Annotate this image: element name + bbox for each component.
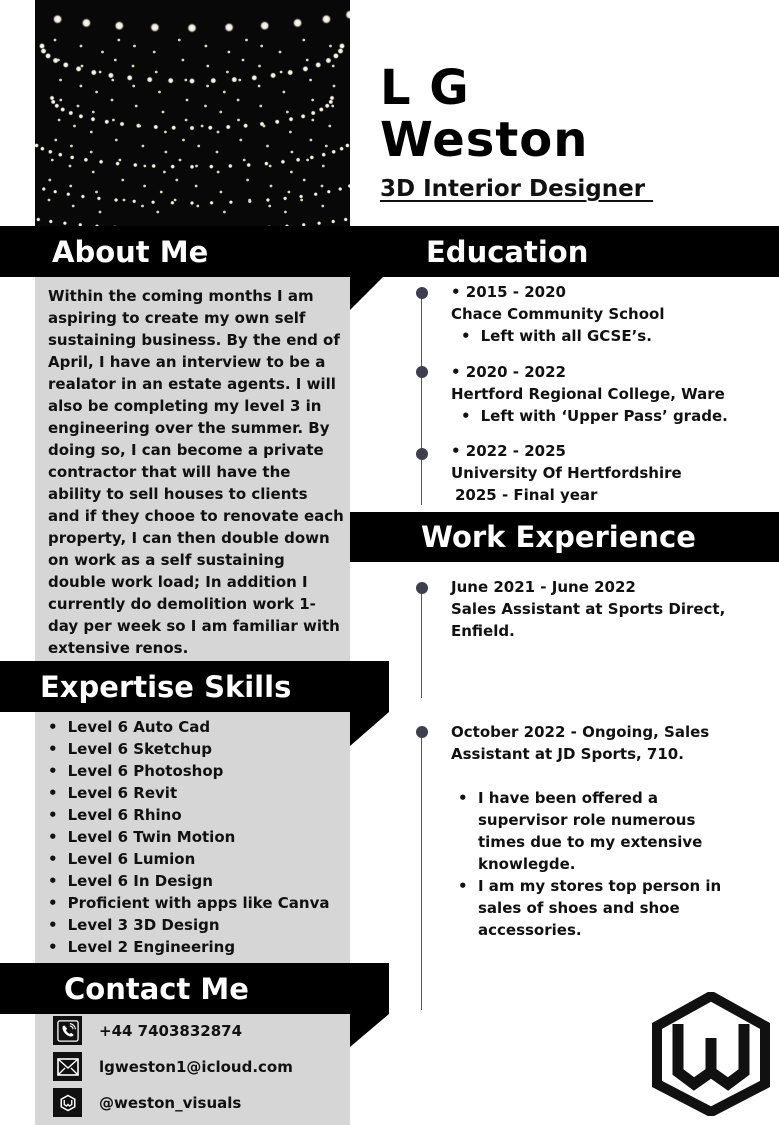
light-strand-dot [286, 111, 289, 114]
light-bulb-dot [331, 149, 336, 154]
light-strand-dot [132, 85, 135, 88]
light-strand-dot [321, 205, 324, 208]
timeline-dot [416, 582, 428, 594]
light-strand-dot [185, 119, 188, 122]
light-strand-dot [288, 191, 291, 194]
light-bulb-dot [319, 107, 324, 112]
light-bulb-dot [147, 76, 153, 82]
light-bulb-dot [70, 155, 75, 160]
light-strand-dot [195, 165, 198, 168]
light-strand-dot [269, 165, 272, 168]
light-strand-dot [206, 85, 209, 88]
light-bulb-dot [339, 146, 344, 151]
light-strand-dot [179, 159, 182, 162]
light-strand-dot [101, 51, 104, 54]
light-bulb-dot [283, 196, 287, 200]
light-strand-dot [95, 91, 98, 94]
light-bulb-dot [209, 201, 213, 205]
about-text: Within the coming months I am aspiring to create my own self sustaining business. By the end of April, I have an interview to be a realator in an estate agents. I will also be completing my level 3 in engineering over the summer. By doing so, I can become a private contractor that will have the ability to sell houses to clients and if they chooe to renovate each property, I can then double down on work as a self sustaining double work load; In addition I currently do demolition work 1-day per week so I am familiar with extensive renos. [48, 287, 344, 657]
light-strand-dot [196, 205, 199, 208]
light-strand-dot [162, 111, 165, 114]
light-bulb-dot [68, 110, 73, 115]
light-strand-dot [201, 125, 204, 128]
light-strand-dot [182, 59, 185, 62]
light-strand-dot [321, 185, 324, 188]
contact-heading: Contact Me [64, 971, 249, 1006]
light-strand-dot [332, 65, 335, 68]
education-note: • Left with ‘Upper Pass’ grade. [451, 405, 728, 427]
light-strand-dot [133, 45, 136, 48]
education-years: • 2020 - 2022 [451, 363, 566, 381]
light-strand-dot [243, 159, 246, 162]
light-strand-dot [73, 125, 76, 128]
light-bulb-dot [287, 69, 293, 75]
work-heading-bar [350, 512, 779, 562]
light-bulb-dot [40, 146, 45, 151]
light-bulb-dot [36, 217, 40, 221]
skill-item: • Level 3 3D Design [48, 914, 329, 936]
light-strand-dot [329, 45, 332, 48]
light-strand-dot [238, 79, 241, 82]
light-strand-dot [270, 185, 273, 188]
skill-item: • Level 6 Twin Motion [48, 826, 329, 848]
light-strand-dot [143, 185, 146, 188]
light-bulb-dot [39, 43, 45, 49]
light-strand-dot [306, 59, 309, 62]
light-strand-dot [259, 105, 262, 108]
timeline-dot [416, 287, 428, 299]
light-strand-dot [246, 179, 249, 182]
light-strand-dot [174, 199, 177, 202]
light-strand-dot [163, 171, 166, 174]
education-school: Hertford Regional College, Ware [451, 385, 725, 403]
light-strand-dot [165, 151, 168, 154]
work-timeline [421, 588, 422, 698]
light-strand-dot [220, 191, 223, 194]
light-bulb-dot [45, 53, 51, 59]
light-strand-dot [195, 185, 198, 188]
name-line1: L G [380, 60, 470, 116]
light-bulb-dot [314, 192, 318, 196]
about-heading: About Me [52, 234, 209, 269]
contact-email[interactable]: lgweston1@icloud.com [99, 1057, 293, 1076]
light-strand-dot [333, 85, 336, 88]
skills-list [48, 716, 329, 958]
brand-logo-icon [53, 1088, 82, 1117]
light-strand-dot [280, 71, 283, 74]
light-bulb-dot [224, 22, 234, 32]
light-strand-dot [121, 179, 124, 182]
light-bulb-dot [153, 124, 158, 129]
light-bulb-dot [84, 157, 89, 162]
light-strand-dot [239, 139, 242, 142]
light-strand-dot [310, 139, 313, 142]
light-strand-dot [158, 91, 161, 94]
light-strand-dot [242, 59, 245, 62]
light-strand-dot [160, 191, 163, 194]
education-entry [451, 361, 728, 427]
light-bulb-dot [344, 217, 348, 221]
phone-icon [53, 1016, 82, 1045]
bar-fold-triangle [350, 277, 383, 310]
light-strand-dot [279, 51, 282, 54]
light-strand-dot [237, 99, 240, 102]
bar-fold-triangle [350, 712, 389, 746]
light-strand-dot [80, 85, 83, 88]
light-bulb-dot [127, 75, 133, 81]
work-dates: June 2021 - June 2022 [451, 578, 636, 596]
light-bulb-dot [78, 114, 83, 119]
skill-item: • Level 6 Sketchup [48, 738, 329, 760]
light-bulb-dot [328, 99, 333, 104]
light-strand-dot [156, 211, 159, 214]
education-entry [451, 281, 664, 347]
light-bulb-dot [189, 78, 195, 84]
light-strand-dot [204, 105, 207, 108]
light-strand-dot [175, 179, 178, 182]
light-strand-dot [290, 171, 293, 174]
light-bulb-dot [208, 125, 213, 130]
work-role: Assistant at JD Sports, 710. [451, 745, 684, 763]
light-bulb-dot [190, 164, 195, 169]
light-bulb-dot [266, 198, 270, 202]
light-strand-dot [219, 111, 222, 114]
light-bulb-dot [187, 23, 197, 33]
education-timeline [421, 293, 422, 505]
skill-item: • Level 6 Lumion [48, 848, 329, 870]
light-strand-dot [141, 205, 144, 208]
light-bulb-dot [299, 194, 303, 198]
light-strand-dot [59, 99, 62, 102]
light-bulb-dot [315, 62, 321, 68]
light-strand-dot [164, 131, 167, 134]
light-strand-dot [123, 199, 126, 202]
light-bulb-dot [337, 48, 343, 54]
light-bulb-dot [264, 161, 269, 166]
contact-phone-row[interactable] [53, 1016, 242, 1045]
light-strand-dot [72, 205, 75, 208]
light-strand-dot [142, 145, 145, 148]
work-achievements [458, 787, 728, 941]
light-strand-dot [186, 99, 189, 102]
light-strand-dot [115, 139, 118, 142]
profile-photo [35, 0, 350, 228]
light-bulb-dot [317, 221, 321, 225]
light-bulb-dot [189, 125, 194, 130]
light-strand-dot [184, 79, 187, 82]
light-strand-dot [228, 51, 231, 54]
contact-social[interactable]: @weston_visuals [99, 1093, 242, 1112]
education-school: University Of Hertfordshire [451, 464, 682, 482]
chandelier-lights-image [35, 0, 350, 228]
light-strand-dot [331, 105, 334, 108]
skill-item: • Level 6 Rhino [48, 804, 329, 826]
light-strand-dot [182, 139, 185, 142]
light-bulb-dot [114, 198, 118, 202]
light-strand-dot [132, 65, 135, 68]
light-bulb-dot [119, 121, 124, 126]
light-bulb-dot [54, 103, 59, 108]
light-strand-dot [311, 119, 314, 122]
light-bulb-dot [270, 72, 276, 78]
contact-email-row[interactable] [53, 1052, 293, 1081]
light-bulb-dot [226, 124, 231, 129]
light-bulb-dot [190, 201, 194, 205]
work-location: Enfield. [451, 622, 515, 640]
skill-item: • Level 2 Engineering [48, 936, 329, 958]
light-strand-dot [95, 191, 98, 194]
light-strand-dot [143, 165, 146, 168]
light-bulb-dot [296, 157, 301, 162]
light-bulb-dot [151, 200, 155, 204]
light-strand-dot [99, 71, 102, 74]
light-bulb-dot [81, 194, 85, 198]
bar-fold-triangle [350, 1014, 389, 1047]
light-strand-dot [178, 39, 181, 42]
timeline-dot [416, 726, 428, 738]
light-strand-dot [117, 39, 120, 42]
light-strand-dot [48, 199, 51, 202]
skills-heading-bar [0, 661, 389, 712]
light-strand-dot [70, 145, 73, 148]
light-bulb-dot [104, 119, 109, 124]
light-bulb-dot [114, 21, 124, 31]
light-bulb-dot [49, 219, 53, 223]
light-bulb-dot [231, 76, 237, 82]
light-bulb-dot [311, 110, 316, 115]
light-strand-dot [114, 59, 117, 62]
work-entry [451, 721, 709, 765]
light-strand-dot [289, 131, 292, 134]
light-strand-dot [311, 99, 314, 102]
light-strand-dot [300, 199, 303, 202]
light-strand-dot [216, 151, 219, 154]
light-strand-dot [90, 131, 93, 134]
light-strand-dot [325, 145, 328, 148]
light-strand-dot [237, 119, 240, 122]
light-strand-dot [226, 71, 229, 74]
light-bulb-dot [48, 149, 53, 154]
light-strand-dot [284, 211, 287, 214]
light-strand-dot [59, 79, 62, 82]
light-bulb-dot [168, 77, 174, 83]
light-bulb-dot [210, 77, 216, 83]
skill-item: • Level 6 Photoshop [48, 760, 329, 782]
light-bulb-dot [325, 57, 331, 63]
light-strand-dot [153, 51, 156, 54]
light-strand-dot [197, 145, 200, 148]
light-bulb-dot [53, 190, 57, 194]
light-strand-dot [138, 125, 141, 128]
light-strand-dot [155, 71, 158, 74]
envelope-icon [53, 1052, 82, 1081]
light-strand-dot [77, 105, 80, 108]
education-heading: Education [426, 234, 589, 269]
work-timeline [421, 732, 422, 1010]
light-bulb-dot [251, 75, 257, 81]
light-strand-dot [111, 99, 114, 102]
light-strand-dot [51, 159, 54, 162]
timeline-dot [416, 366, 428, 378]
light-strand-dot [92, 171, 95, 174]
light-strand-dot [291, 151, 294, 154]
light-bulb-dot [91, 69, 97, 75]
light-bulb-dot [301, 114, 306, 119]
light-bulb-dot [133, 163, 138, 168]
light-strand-dot [111, 79, 114, 82]
light-strand-dot [69, 185, 72, 188]
light-strand-dot [80, 45, 83, 48]
light-strand-dot [223, 211, 226, 214]
light-bulb-dot [170, 164, 175, 169]
light-strand-dot [223, 91, 226, 94]
light-bulb-dot [333, 53, 339, 59]
light-strand-dot [69, 165, 72, 168]
light-strand-dot [57, 59, 60, 62]
light-strand-dot [302, 39, 305, 42]
light-bulb-dot [115, 161, 120, 166]
light-bulb-dot [90, 117, 95, 122]
light-bulb-dot [151, 164, 156, 169]
light-bulb-dot [209, 164, 214, 169]
light-strand-dot [119, 159, 122, 162]
light-bulb-dot [327, 190, 331, 194]
light-strand-dot [90, 151, 93, 154]
w-hexagon-logo [652, 992, 770, 1116]
light-bulb-dot [325, 103, 330, 108]
light-strand-dot [322, 165, 325, 168]
light-strand-dot [258, 65, 261, 68]
work-achievement: • I am my stores top person in sales of shoes and shoe accessories. [458, 875, 728, 941]
light-bulb-dot [246, 163, 251, 168]
light-bulb-dot [338, 187, 342, 191]
light-strand-dot [54, 139, 57, 142]
name-line2: Weston [380, 112, 589, 168]
light-strand-dot [54, 39, 57, 42]
work-dates: October 2022 - Ongoing, Sales [451, 723, 710, 741]
education-note: • Left with all GCSE’s. [451, 325, 664, 347]
work-entry [451, 576, 725, 642]
light-bulb-dot [63, 221, 67, 225]
light-bulb-dot [99, 159, 104, 164]
skill-item: • Proficient with apps like Canva [48, 892, 329, 914]
light-strand-dot [81, 65, 84, 68]
light-bulb-dot [42, 187, 46, 191]
light-bulb-dot [108, 72, 114, 78]
light-strand-dot [205, 45, 208, 48]
light-bulb-dot [170, 201, 174, 205]
light-strand-dot [206, 65, 209, 68]
light-bulb-dot [321, 14, 331, 24]
light-bulb-dot [150, 22, 160, 32]
light-strand-dot [48, 179, 51, 182]
light-bulb-dot [49, 95, 54, 100]
education-entry [451, 440, 682, 506]
work-role: Sales Assistant at Sports Direct, [451, 600, 726, 618]
contact-phone[interactable]: +44 7403832874 [99, 1021, 243, 1040]
education-school: Chace Community School [451, 305, 665, 323]
light-strand-dot [248, 199, 251, 202]
light-bulb-dot [331, 219, 335, 223]
contact-heading-bar [0, 963, 389, 1014]
light-strand-dot [99, 211, 102, 214]
light-bulb-dot [132, 199, 136, 203]
light-bulb-dot [229, 200, 233, 204]
light-bulb-dot [228, 164, 233, 169]
light-strand-dot [266, 145, 269, 148]
skill-item: • Level 6 Auto Cad [48, 716, 329, 738]
light-bulb-dot [345, 143, 350, 148]
light-bulb-dot [53, 14, 63, 24]
light-strand-dot [309, 79, 312, 82]
light-bulb-dot [321, 152, 326, 157]
light-bulb-dot [171, 125, 176, 130]
education-years: • 2022 - 2025 [451, 442, 566, 460]
skill-item: • Level 6 Revit [48, 782, 329, 804]
light-bulb-dot [63, 62, 69, 68]
light-strand-dot [135, 105, 138, 108]
education-note: 2025 - Final year [455, 486, 598, 504]
education-years: • 2015 - 2020 [451, 283, 566, 301]
skill-item: • Level 6 In Design [48, 870, 329, 892]
work-achievement: • I have been offered a supervisor role numerous times due to my extensive knowlegde. [458, 787, 728, 875]
light-strand-dot [92, 111, 95, 114]
job-title: 3D Interior Designer [380, 176, 654, 202]
education-heading-bar [350, 226, 779, 277]
light-bulb-dot [309, 155, 314, 160]
light-bulb-dot [281, 159, 286, 164]
contact-social-row[interactable] [53, 1088, 241, 1117]
light-strand-dot [263, 125, 266, 128]
light-strand-dot [112, 119, 115, 122]
light-strand-dot [283, 91, 286, 94]
about-heading-bar [0, 226, 350, 277]
skills-heading: Expertise Skills [40, 669, 292, 704]
work-heading: Work Experience [421, 520, 696, 554]
light-strand-dot [303, 179, 306, 182]
light-bulb-dot [288, 117, 293, 122]
light-strand-dot [258, 85, 261, 88]
light-bulb-dot [81, 18, 91, 28]
light-strand-dot [268, 205, 271, 208]
light-strand-dot [328, 125, 331, 128]
light-strand-dot [58, 119, 61, 122]
light-bulb-dot [275, 119, 280, 124]
light-bulb-dot [302, 66, 308, 72]
light-bulb-dot [97, 196, 101, 200]
light-strand-dot [217, 131, 220, 134]
light-bulb-dot [58, 152, 63, 157]
light-strand-dot [306, 159, 309, 162]
light-strand-dot [245, 39, 248, 42]
light-bulb-dot [243, 123, 248, 128]
light-bulb-dot [60, 107, 65, 112]
light-strand-dot [260, 45, 263, 48]
light-bulb-dot [66, 192, 70, 196]
light-strand-dot [217, 171, 220, 174]
timeline-dot [416, 448, 428, 460]
light-bulb-dot [293, 18, 303, 28]
light-bulb-dot [260, 21, 270, 31]
